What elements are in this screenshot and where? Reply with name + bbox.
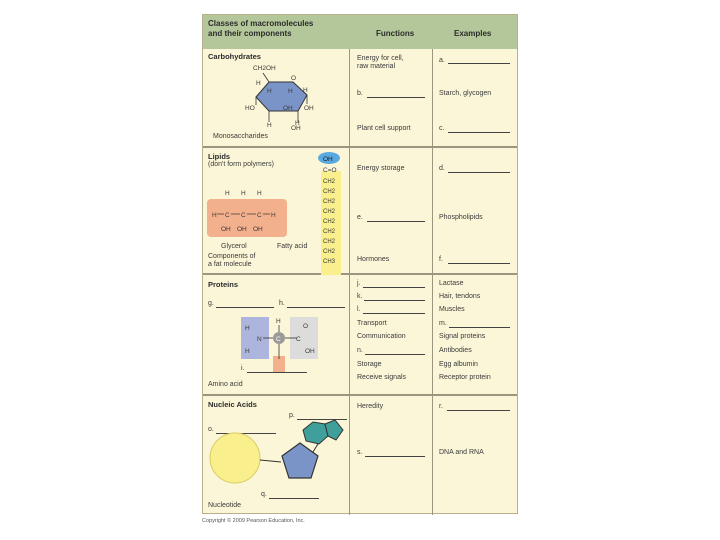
label-h5: H [267, 122, 272, 129]
nucleic-example-dna: DNA and RNA [439, 449, 484, 456]
label-h2: H [267, 88, 272, 95]
monosaccharides-label: Monosaccharides [213, 133, 268, 140]
protein-blank-n[interactable] [365, 354, 425, 355]
aa-h-1: H [245, 325, 250, 332]
protein-h-label: h. [279, 300, 285, 307]
carb-blank-c[interactable] [448, 132, 510, 133]
carbohydrates-title: Carbohydrates [208, 52, 261, 61]
nucleic-blank-s[interactable] [365, 456, 425, 457]
protein-i-label: i. [241, 365, 245, 372]
nucleic-acids-title: Nucleic Acids [208, 400, 257, 409]
nucleic-o-label: o. [208, 426, 214, 433]
carb-function-1b: raw material [357, 63, 396, 70]
glycerol-oh-1: OH [221, 226, 231, 233]
amino-acid-diagram [203, 273, 349, 393]
amino-acid-label: Amino acid [208, 381, 243, 388]
protein-example-hair: Hair, tendons [439, 293, 481, 300]
macromolecule-table [202, 14, 518, 514]
protein-blank-i[interactable] [247, 372, 307, 373]
chain-ch2-2: CH2 [323, 189, 336, 195]
carb-example-c-label: c. [439, 125, 445, 132]
glycerol-c1: C [225, 212, 230, 219]
carb-blank-b[interactable] [367, 97, 425, 98]
fatty-acid-label: Fatty acid [277, 243, 308, 250]
fat-components-line2: a fat molecule [208, 261, 252, 268]
lipid-function-3: Hormones [357, 256, 390, 263]
lipids-title: Lipids [208, 152, 231, 161]
carb-function-b-label: b. [357, 90, 363, 97]
aa-n: N [257, 336, 262, 343]
chain-co: C=O [323, 167, 337, 174]
label-oh3: OH [291, 125, 301, 132]
protein-function-receive: Receive signals [357, 374, 407, 381]
glycerol-oh-2: OH [237, 226, 247, 233]
nucleic-p-label: p. [289, 412, 295, 419]
protein-g-label: g. [208, 300, 214, 307]
label-ho: HO [245, 105, 255, 112]
fat-components-line1: Components of [208, 253, 256, 260]
chain-ch2-5: CH2 [323, 219, 336, 225]
carb-example-a-label: a. [439, 57, 445, 64]
label-oh1: OH [304, 105, 314, 112]
protein-blank-m[interactable] [449, 327, 510, 328]
glycerol-h-top-1: H [225, 190, 230, 197]
label-oh2: OH [283, 105, 293, 112]
lipid-blank-e[interactable] [367, 221, 425, 222]
glucose-ring-diagram [203, 15, 349, 146]
lipids-subtitle: (don't form polymers) [208, 161, 274, 168]
protein-example-muscles: Muscles [439, 306, 465, 313]
header-functions: Functions [376, 29, 415, 38]
nucleotide-label: Nucleotide [208, 502, 242, 509]
lipid-blank-f[interactable] [448, 263, 510, 264]
aa-h-2: H [245, 348, 250, 355]
protein-blank-j[interactable] [363, 287, 425, 288]
protein-example-signal: Signal proteins [439, 333, 486, 340]
lipid-function-1: Energy storage [357, 165, 405, 172]
protein-example-m: m. [439, 320, 447, 327]
protein-function-l: l. [357, 306, 361, 313]
protein-function-storage: Storage [357, 361, 382, 368]
lipid-example-2: Phospholipids [439, 214, 483, 221]
carb-example-2: Starch, glycogen [439, 90, 492, 97]
ch2oh-bond [263, 73, 269, 82]
carb-blank-a[interactable] [448, 63, 510, 64]
bond-phosphate-sugar [260, 460, 281, 462]
nucleotide-diagram [203, 394, 349, 515]
protein-example-receptor: Receptor protein [439, 374, 491, 381]
lipid-blank-d[interactable] [448, 172, 510, 173]
lipid-example-f-label: f. [439, 256, 443, 263]
label-h6: H [295, 120, 300, 127]
nucleic-function-s: s. [357, 449, 363, 456]
nitrogenous-base-ring-1 [303, 422, 328, 444]
column-divider-2 [432, 49, 433, 515]
pentose-sugar [282, 443, 318, 478]
glycerol-c2: C [241, 212, 246, 219]
header-title-line1: Classes of macromolecules [208, 19, 314, 28]
chain-ch2-3: CH2 [323, 199, 336, 205]
column-divider-1 [349, 49, 350, 515]
nucleic-q-label: q. [261, 491, 267, 498]
sugar-ring [256, 82, 307, 111]
aa-h-3: H [276, 318, 281, 325]
glycerol-label: Glycerol [221, 243, 247, 250]
chain-ch3: CH3 [323, 259, 336, 265]
lipid-example-d-label: d. [439, 165, 445, 172]
glycerol-h-right: H [271, 212, 276, 219]
protein-function-k: k. [357, 293, 363, 300]
chain-ch2-7: CH2 [323, 239, 336, 245]
aa-c-alpha: C [276, 336, 281, 343]
aa-oh: OH [305, 348, 315, 355]
nucleic-function-heredity: Heredity [357, 403, 384, 410]
lipid-function-e-label: e. [357, 214, 363, 221]
protein-example-lactase: Lactase [439, 280, 464, 287]
label-h4: H [303, 87, 308, 94]
aa-c-carboxyl: C [296, 336, 301, 343]
header-title-line2: and their components [208, 29, 292, 38]
nitrogenous-base-ring-2 [325, 420, 343, 440]
glycerol-oh-3: OH [253, 226, 263, 233]
label-o: O [291, 75, 297, 82]
protein-blank-l[interactable] [363, 313, 425, 314]
chain-ch2-8: CH2 [323, 249, 336, 255]
protein-function-j: j. [357, 280, 361, 287]
nucleic-example-r: r. [439, 403, 443, 410]
chain-oh: OH [323, 156, 333, 163]
label-h3: H [288, 88, 293, 95]
glycerol-h-top-3: H [257, 190, 262, 197]
aa-o: O [303, 323, 309, 330]
glycerol-h-top-2: H [241, 190, 246, 197]
copyright-notice: Copyright © 2009 Pearson Education, Inc. [202, 518, 305, 524]
chain-ch2-6: CH2 [323, 229, 336, 235]
protein-function-transport: Transport [357, 320, 387, 327]
glycerol-h-left: H [212, 212, 217, 219]
nucleic-blank-q[interactable] [269, 498, 319, 499]
proteins-title: Proteins [208, 280, 239, 289]
protein-example-egg: Egg albumin [439, 361, 478, 368]
glycerol-c3: C [257, 212, 262, 219]
phosphate-group [210, 433, 260, 483]
carb-function-3: Plant cell support [357, 125, 411, 132]
label-ch2oh: CH2OH [253, 65, 276, 72]
label-h1: H [256, 80, 261, 87]
protein-function-n: n. [357, 347, 363, 354]
protein-example-antibodies: Antibodies [439, 347, 472, 354]
carb-function-1a: Energy for cell, [357, 55, 404, 62]
protein-function-communication: Communication [357, 333, 406, 340]
nucleic-blank-r[interactable] [447, 410, 510, 411]
header-examples: Examples [454, 29, 492, 38]
chain-ch2-1: CH2 [323, 179, 336, 185]
protein-blank-k[interactable] [364, 300, 425, 301]
chain-ch2-4: CH2 [323, 209, 336, 215]
